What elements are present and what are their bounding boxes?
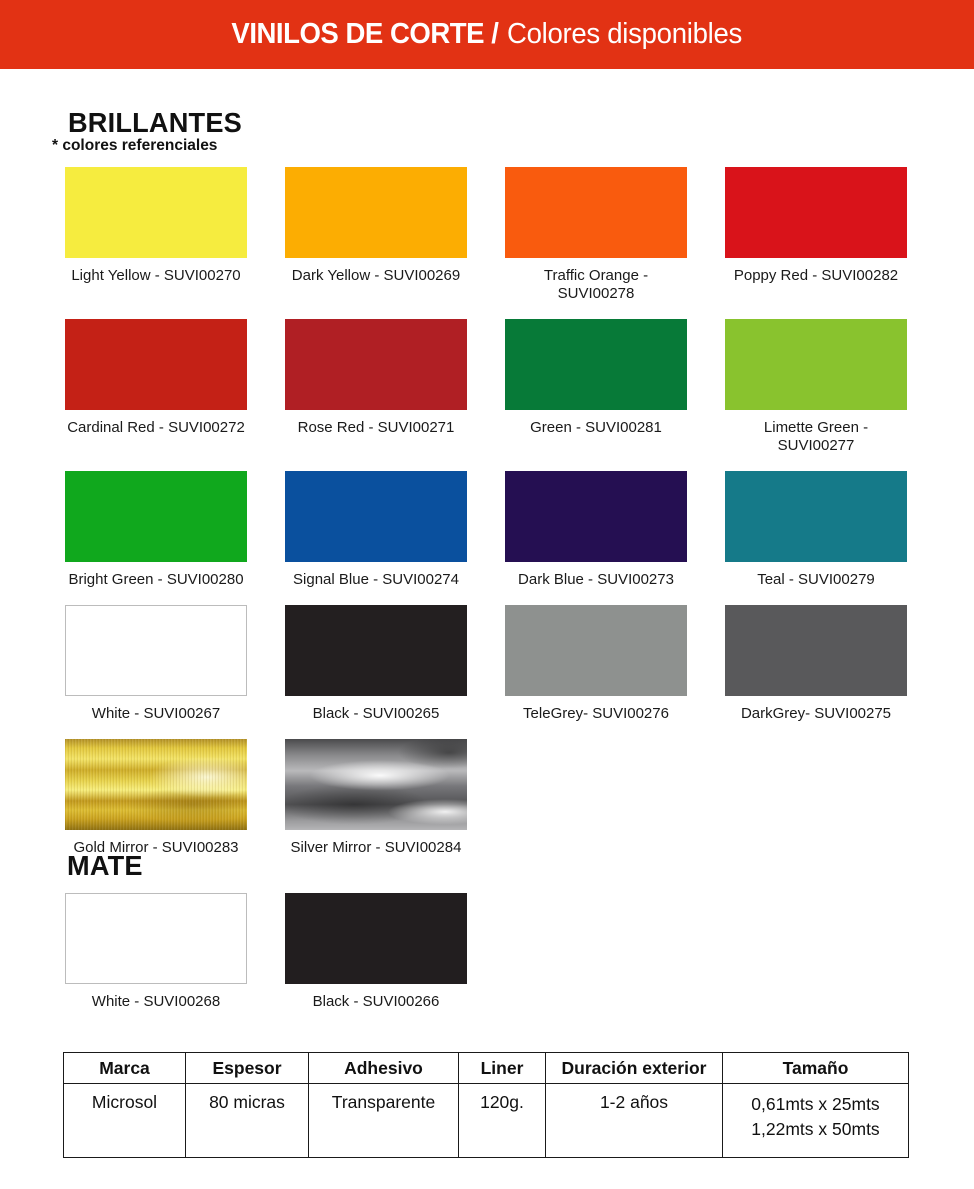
color-swatch-bright-green — [65, 471, 247, 562]
swatch-cell — [65, 893, 247, 1011]
swatch-label: Limette Green - SUVI00277 — [763, 419, 869, 454]
spec-cell-tamano — [723, 1084, 909, 1158]
color-swatch-telegrey — [505, 605, 687, 696]
swatch-label: Rose Red - SUVI00271 — [297, 419, 455, 436]
spec-header-liner: Liner — [459, 1053, 546, 1084]
swatch-cell — [65, 605, 247, 723]
swatch-label: DarkGrey- SUVI00275 — [740, 705, 892, 722]
swatch-cell — [65, 167, 247, 303]
size-line-2: 1,22mts x 50mts — [751, 1119, 880, 1139]
spec-table-data-row — [64, 1084, 909, 1158]
color-swatch-rose-red — [285, 319, 467, 410]
swatch-cell — [505, 471, 687, 589]
color-swatch-limette-green — [725, 319, 907, 410]
color-swatch-dark-blue — [505, 471, 687, 562]
spec-table-header-row — [64, 1053, 909, 1084]
color-swatch-teal — [725, 471, 907, 562]
header-bar — [0, 0, 974, 69]
swatch-label: Bright Green - SUVI00280 — [68, 571, 244, 588]
size-line-1: 0,61mts x 25mts — [751, 1094, 880, 1114]
swatch-label: Cardinal Red - SUVI00272 — [67, 419, 245, 436]
spec-header-duracion: Duración exterior — [546, 1053, 723, 1084]
swatch-cell — [65, 319, 247, 455]
swatch-cell — [285, 893, 467, 1011]
brillantes-swatch-grid — [65, 167, 907, 857]
color-swatch-signal-blue — [285, 471, 467, 562]
swatch-label: Silver Mirror - SUVI00284 — [290, 839, 462, 856]
spec-header-tamano: Tamaño — [723, 1053, 909, 1084]
swatch-cell — [285, 739, 467, 857]
swatch-cell — [725, 319, 907, 455]
gold-mirror-swatch — [65, 739, 247, 830]
spec-cell-espesor: 80 micras — [186, 1084, 309, 1158]
swatch-cell — [65, 739, 247, 857]
swatch-cell — [285, 167, 467, 303]
color-swatch-light-yellow — [65, 167, 247, 258]
swatch-cell — [285, 605, 467, 723]
mate-swatch-grid — [65, 893, 907, 1011]
color-swatch-green — [505, 319, 687, 410]
spec-header-adhesivo: Adhesivo — [309, 1053, 459, 1084]
swatch-cell — [505, 605, 687, 723]
swatch-cell — [725, 605, 907, 723]
spec-cell-adhesivo: Transparente — [309, 1084, 459, 1158]
color-swatch-white — [65, 605, 247, 696]
spec-cell-liner: 120g. — [459, 1084, 546, 1158]
spec-table — [63, 1052, 909, 1158]
spec-header-marca: Marca — [64, 1053, 186, 1084]
color-swatch-dark-yellow — [285, 167, 467, 258]
page-title-regular: Colores disponibles — [507, 18, 743, 50]
spec-cell-marca: Microsol — [64, 1084, 186, 1158]
swatch-cell — [725, 471, 907, 589]
swatch-label: Black - SUVI00265 — [312, 705, 440, 722]
color-swatch-darkgrey — [725, 605, 907, 696]
silver-mirror-swatch — [285, 739, 467, 830]
swatch-cell — [285, 471, 467, 589]
swatch-label: Signal Blue - SUVI00274 — [293, 571, 459, 588]
swatch-label: Traffic Orange - SUVI00278 — [543, 267, 649, 302]
color-swatch-traffic-orange — [505, 167, 687, 258]
color-swatch-black-mate — [285, 893, 467, 984]
reference-colors-note: * colores referenciales — [52, 137, 218, 154]
swatch-cell — [505, 167, 687, 303]
color-swatch-poppy-red — [725, 167, 907, 258]
swatch-label: White - SUVI00267 — [91, 705, 221, 722]
swatch-cell — [725, 167, 907, 303]
swatch-label: Poppy Red - SUVI00282 — [733, 267, 899, 284]
swatch-label: TeleGrey- SUVI00276 — [523, 705, 669, 722]
swatch-label: Dark Yellow - SUVI00269 — [291, 267, 461, 284]
swatch-label: Black - SUVI00266 — [312, 993, 440, 1010]
spec-header-espesor: Espesor — [186, 1053, 309, 1084]
swatch-label: Gold Mirror - SUVI00283 — [73, 839, 239, 856]
swatch-label: White - SUVI00268 — [91, 993, 221, 1010]
section-title-brillantes: BRILLANTES — [68, 107, 242, 138]
swatch-label: Light Yellow - SUVI00270 — [71, 267, 241, 284]
swatch-cell — [285, 319, 467, 455]
swatch-label: Green - SUVI00281 — [530, 419, 662, 436]
swatch-label: Dark Blue - SUVI00273 — [518, 571, 674, 588]
color-swatch-black — [285, 605, 467, 696]
swatch-label: Teal - SUVI00279 — [757, 571, 875, 588]
color-swatch-white-mate — [65, 893, 247, 984]
page-title-bold: VINILOS DE CORTE / — [231, 18, 499, 50]
color-swatch-cardinal-red — [65, 319, 247, 410]
swatch-cell — [65, 471, 247, 589]
swatch-cell — [505, 319, 687, 455]
section-title-mate: MATE — [67, 850, 143, 881]
spec-cell-duracion: 1-2 años — [546, 1084, 723, 1158]
page-title — [232, 18, 743, 51]
